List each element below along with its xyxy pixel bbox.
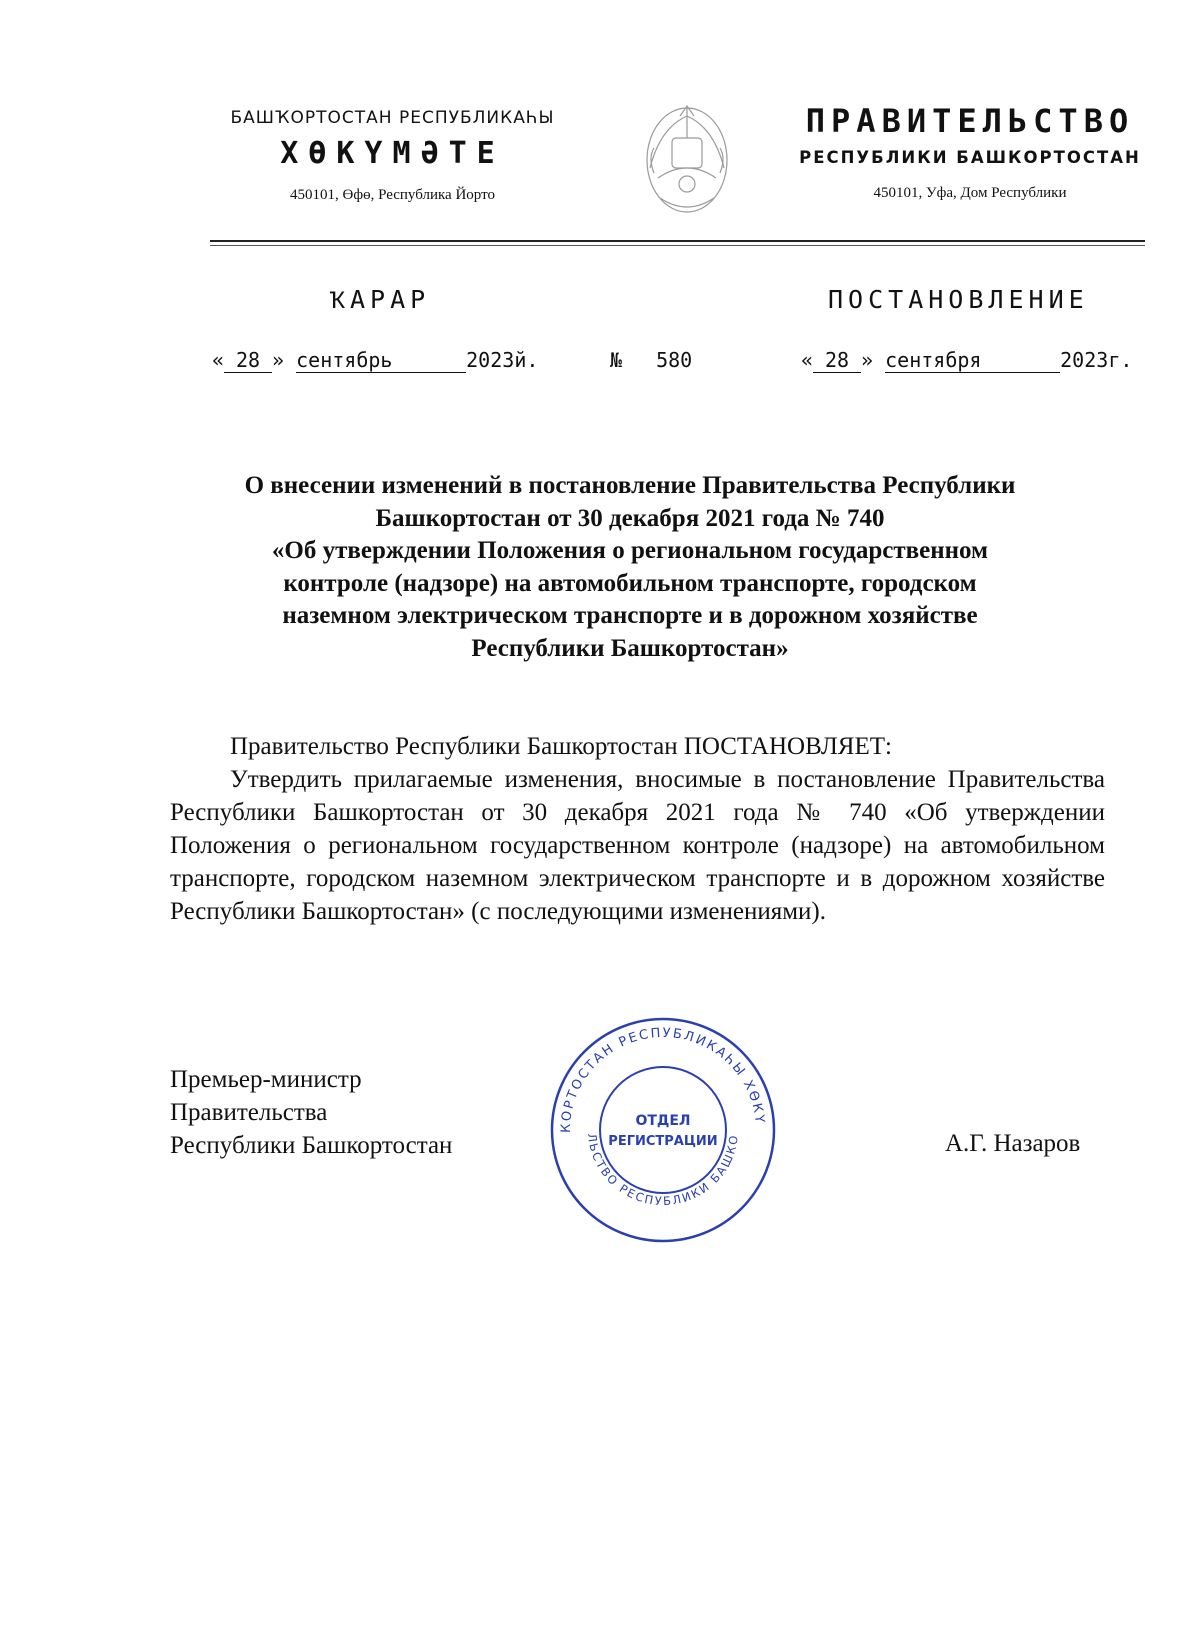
signature-position-line2: Правительства	[170, 1099, 328, 1126]
body-paragraph-1: Правительство Республики Башкортостан ПОСТАНОВЛЯЕТ:	[230, 733, 892, 760]
date-left-suffix: й.	[514, 348, 539, 372]
date-left-year: 2023	[466, 348, 515, 372]
stamp-center-line1: ОТДЕЛ	[635, 1113, 691, 1129]
title-line-3: «Об утверждении Положения о региональном государственном	[271, 537, 989, 564]
date-left-open-quote: «	[212, 348, 225, 372]
doc-type-right: ПОСТАНОВЛЕНИЕ	[828, 285, 1089, 314]
date-right-year: 2023	[1060, 348, 1109, 372]
header-left-line2: ХӨКҮМӘТЕ	[280, 136, 505, 171]
date-right-open-quote: «	[801, 348, 814, 372]
stamp-outer-text: КОРТОСТАН РЕСПУБЛИКАҺЫ ХӨКҮ	[558, 1025, 767, 1134]
title-line-1: О внесении изменений в постановление Правительства Республики	[244, 472, 1016, 499]
signature-position	[170, 1063, 452, 1162]
document-title	[150, 470, 1110, 665]
date-right-day: 28	[813, 348, 861, 373]
date-right	[801, 348, 1132, 373]
date-right-suffix: г.	[1108, 348, 1133, 372]
header-right-line2: РЕСПУБЛИКИ БАШКОРТОСТАН	[799, 148, 1141, 167]
title-line-6: Республики Башкортостан»	[471, 634, 789, 662]
header-left-address: 450101, Өфө, Республика Йорто	[290, 187, 495, 203]
stamp-center-line2: РЕГИСТРАЦИИ	[608, 1134, 718, 1149]
title-line-5: наземном электрическом транспорте и в дорожном хозяйстве	[282, 602, 978, 629]
doc-type-left: ҠАРАР	[330, 285, 431, 314]
header-divider-thin	[210, 245, 1145, 246]
header-divider	[210, 240, 1145, 242]
date-left-month: сентябрь	[296, 348, 466, 373]
date-left-close-quote: »	[272, 348, 285, 372]
signature-position-line1: Премьер-министр	[170, 1066, 362, 1093]
header-left	[205, 108, 580, 204]
header-right	[795, 102, 1145, 202]
document-number	[610, 348, 692, 372]
document-body	[170, 730, 1105, 928]
date-right-month: сентября	[885, 348, 1060, 373]
body-paragraph-2: Утвердить прилагаемые изменения, вносимые в постановление Правительства Республики Башкортостан от 30 декабря 2021 года № 740 «Об утверждении Положения о региональном государственном контроле (надзоре) на автомобильном транспорте, городском наземном электрическом транспорте и в дорожном хозяйстве Республики Башкортостан» (с последующими изменениями).	[170, 766, 1105, 925]
signatory-name: А.Г. Назаров	[945, 1130, 1081, 1157]
title-line-4: контроле (надзоре) на автомобильном транспорте, городском	[283, 569, 977, 597]
header-right-line1: ПРАВИТЕЛЬСТВО	[805, 102, 1135, 140]
number-sign: №	[610, 348, 623, 372]
header-left-line1: БАШҠОРТОСТАН РЕСПУБЛИКАҺЫ	[230, 108, 555, 128]
date-right-close-quote: »	[861, 348, 874, 372]
number-value: 580	[656, 348, 693, 372]
signature-position-line3: Республики Башкортостан	[170, 1132, 453, 1159]
coat-of-arms-emblem	[640, 98, 735, 226]
registration-stamp	[548, 1015, 778, 1245]
title-line-2: Башкортостан от 30 декабря 2021 года № 740	[375, 504, 885, 532]
date-left	[212, 348, 538, 373]
stamp-inner-text: ЛЬСТВО РЕСПУБЛИКИ БАШКО	[584, 1132, 742, 1209]
header-right-address: 450101, Уфа, Дом Республики	[873, 185, 1067, 201]
date-left-day: 28	[224, 348, 272, 373]
